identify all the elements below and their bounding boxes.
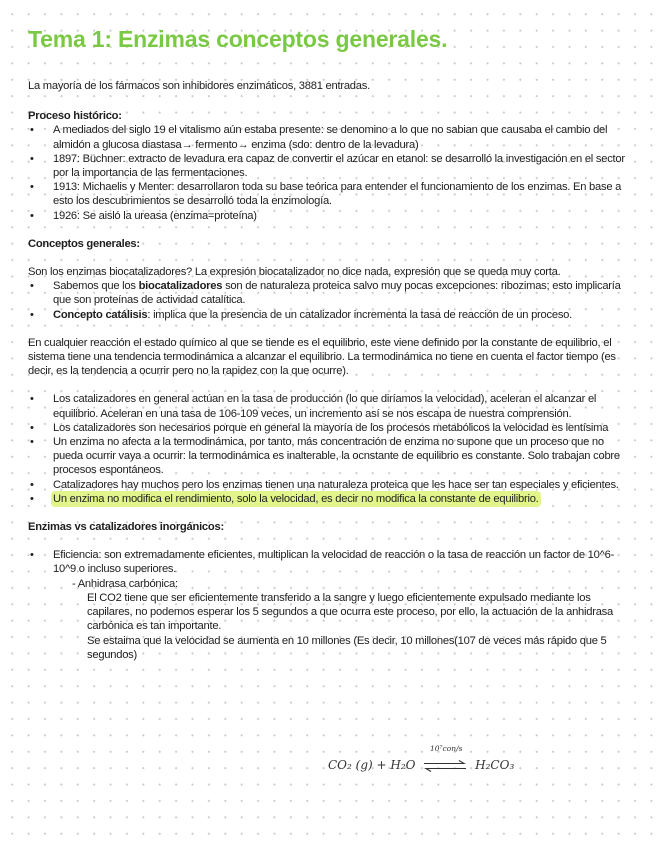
equation-reactants: CO₂ (g) + H₂O bbox=[328, 758, 416, 772]
list-item: • 1926: Se aisló la ureasa (enzima=proteína) bbox=[28, 209, 634, 223]
section-heading-conceptos: Conceptos generales: bbox=[28, 237, 140, 250]
bold-term: Concepto catálisis bbox=[53, 308, 148, 321]
highlighted-text: Un enzima no modifica el rendimiento, solo la velocidad, es decir no modifica la constante de equilibrio. bbox=[53, 492, 539, 505]
list-item-highlighted bbox=[28, 492, 634, 506]
list-item: • Eficiencia: son extremadamente eficientes, multiplican la velocidad de reacción o la tasa de reacción un factor de 10^6-10^9 o incluso superiores. bbox=[28, 548, 634, 576]
sublist-label: - Anhidrasa carbónica: bbox=[72, 577, 178, 590]
list-item: • Un enzima no afecta a la termodinámica, por tanto, más concentración de enzima no supone que un proceso que no pueda ocurrir vaya a ocurrir: la termodinámica es inalterable, la ocnstante de equilibrio es constante. Solo trabajan cobre procesos espontáneos. bbox=[28, 435, 634, 478]
equilibrium-arrow-icon bbox=[423, 760, 467, 772]
list-item: • Los catalizadores en general actúan en la tasa de producción (lo que diríamos la velocidad), aceleran el alcanzar el equilibrio. Aceleran en una tasa de 106-109 veces, un incremento así se nos escapa de nuestra comprensión. bbox=[28, 392, 634, 420]
sublist-text: Se estaima que la velocidad se aumenta en 10 millones (Es decir, 10 millones(107 de veces más rápido que 5 segundos) bbox=[87, 634, 607, 661]
list-item: • Concepto catálisis: implica que la presencia de un catalizador incrementa la tasa de reacción de un proceso. bbox=[28, 308, 634, 322]
equation-rate-label: 10⁷con/s bbox=[430, 744, 463, 753]
conceptos-list bbox=[28, 279, 634, 322]
section-heading-historico: Proceso histórico: bbox=[28, 110, 122, 123]
catalizadores-list bbox=[28, 392, 634, 506]
list-item: • A mediados del siglo 19 el vitalismo aún estaba presente: se denomino a lo que no sabian que causaba el cambio del almidón a glucosa diastasa→ fermento→ enzima (sdo: dentro de la levadura) bbox=[28, 123, 634, 151]
historico-list bbox=[28, 123, 634, 222]
equilibrio-paragraph: En cualquier reacción el estado químico al que se tiende es el equilibrio, este viene definido por la constante de equilibrio, el sistema tiene una tendencia termodinámica a alcanzar el equilibrio. La termodinámica no tiene en cuenta el factor tiempo (es decir, es la tendencia a ocurrir pero no la rapidez con la que ocurre). bbox=[28, 336, 616, 378]
bold-term: biocatalizadores bbox=[138, 280, 223, 293]
section-heading-inorganicos: Enzimas vs catalizadores inorgánicos: bbox=[28, 521, 224, 534]
list-item: • Sabemos que los biocatalizadores son de naturaleza proteica salvo muy pocas excepciones: ribozimas; esto implicaría que son proteínas de actividad catalítica. bbox=[28, 279, 634, 307]
page-title: Tema 1: Enzimas conceptos generales. bbox=[28, 26, 448, 52]
intro-paragraph: La mayoría de los fármacos son inhibidores enzimáticos, 3881 entradas. bbox=[28, 80, 370, 92]
list-item: • 1897: Büchner: extracto de levadura era capaz de convertir el azúcar en etanol: se desarrolló la investigación en el sector por la importancia de las fermentaciones. bbox=[28, 152, 634, 180]
list-item: • Los catalizadores son necesarios porque en general la mayoría de los procesos metabólicos la velocidad es lentísima bbox=[28, 421, 634, 435]
list-item: • 1913: Michaelis y Menter: desarrollaron toda su base teórica para entender el funcionamiento de los enzimas. En base a esto los descubrimientos se desarrolló toda la enzimología. bbox=[28, 180, 634, 208]
document-body bbox=[28, 79, 634, 662]
handwritten-equation bbox=[328, 744, 515, 772]
conceptos-intro: Son los enzimas biocatalizadores? La expresión biocatalizador no dice nada, expresión que se queda muy corta. bbox=[28, 266, 561, 279]
equation-product: H₂CO₃ bbox=[475, 758, 515, 772]
list-item: • Catalizadores hay muchos pero los enzimas tienen una naturaleza proteica que les hace ser tan especiales y eficientes. bbox=[28, 478, 634, 492]
sublist-text: El CO2 tiene que ser eficientemente transferido a la sangre y luego eficientemente expulsado mediante los capilares, no podemos esperar los 5 segundos a que ocurra este proceso, por ello, la actuación de la anhidrasa carbónica es tan importante. bbox=[87, 591, 614, 633]
inorganicos-list bbox=[28, 548, 634, 576]
